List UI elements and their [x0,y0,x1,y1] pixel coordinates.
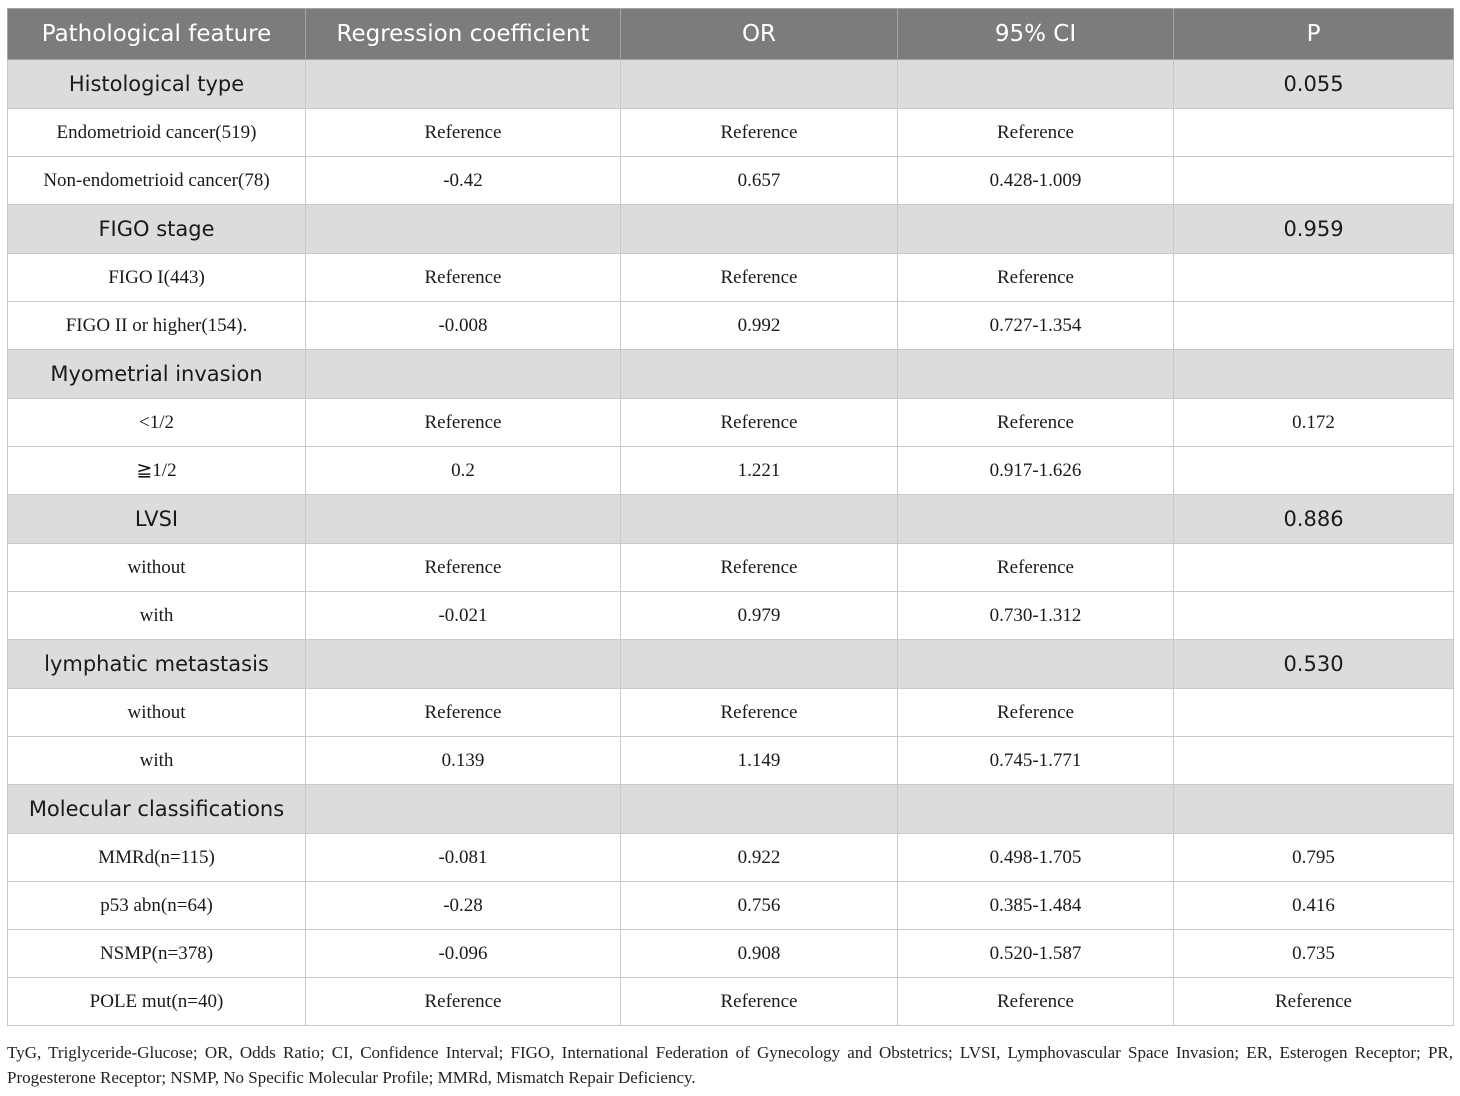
cell-feature: Endometrioid cancer(519) [8,109,306,157]
table-row [8,930,1454,978]
table-row [8,109,1454,157]
cell-p [1174,254,1454,302]
cell-coefficient [306,640,621,689]
cell-coefficient [306,60,621,109]
cell-coefficient: 0.139 [306,737,621,785]
cell-or [621,640,898,689]
group-header-row [8,495,1454,544]
cell-ci: 0.428-1.009 [898,157,1174,205]
header-p: P [1174,9,1454,60]
cell-ci [898,350,1174,399]
cell-p [1174,785,1454,834]
cell-coefficient [306,785,621,834]
cell-or: 0.908 [621,930,898,978]
cell-coefficient [306,495,621,544]
cell-or: Reference [621,399,898,447]
cell-or: 0.657 [621,157,898,205]
group-header-row [8,60,1454,109]
cell-feature: without [8,689,306,737]
cell-ci: 0.498-1.705 [898,834,1174,882]
table-row [8,882,1454,930]
cell-or [621,785,898,834]
cell-feature: lymphatic metastasis [8,640,306,689]
cell-feature: NSMP(n=378) [8,930,306,978]
cell-coefficient: -0.081 [306,834,621,882]
group-header-row [8,350,1454,399]
header-regression-coefficient: Regression coefficient [306,9,621,60]
cell-coefficient: -0.008 [306,302,621,350]
cell-ci [898,495,1174,544]
cell-ci: 0.385-1.484 [898,882,1174,930]
cell-or: Reference [621,254,898,302]
cell-ci [898,60,1174,109]
header-pathological-feature: Pathological feature [8,9,306,60]
cell-coefficient: Reference [306,109,621,157]
cell-or: 0.992 [621,302,898,350]
group-header-row [8,785,1454,834]
cell-ci: 0.745-1.771 [898,737,1174,785]
cell-coefficient: Reference [306,978,621,1026]
table-body [8,60,1454,1026]
cell-coefficient: Reference [306,544,621,592]
cell-feature: p53 abn(n=64) [8,882,306,930]
header-95-ci: 95% CI [898,9,1174,60]
cell-p [1174,689,1454,737]
table-row [8,447,1454,495]
cell-p [1174,592,1454,640]
cell-p: 0.172 [1174,399,1454,447]
cell-ci: Reference [898,254,1174,302]
cell-feature: FIGO I(443) [8,254,306,302]
cell-feature: without [8,544,306,592]
table-row [8,302,1454,350]
cell-feature: Non-endometrioid cancer(78) [8,157,306,205]
cell-feature: FIGO II or higher(154). [8,302,306,350]
cell-coefficient [306,205,621,254]
cell-feature: MMRd(n=115) [8,834,306,882]
cell-p: 0.959 [1174,205,1454,254]
cell-p [1174,447,1454,495]
cell-p [1174,737,1454,785]
cell-ci: Reference [898,109,1174,157]
cell-or [621,350,898,399]
cell-ci: 0.730-1.312 [898,592,1174,640]
cell-p [1174,109,1454,157]
table-row [8,834,1454,882]
group-header-row [8,205,1454,254]
cell-p [1174,544,1454,592]
cell-or: 1.149 [621,737,898,785]
cell-or [621,205,898,254]
cell-or: 0.979 [621,592,898,640]
cell-or: Reference [621,109,898,157]
cell-p: 0.055 [1174,60,1454,109]
cell-or: Reference [621,689,898,737]
cell-p: 0.735 [1174,930,1454,978]
table-row [8,592,1454,640]
cell-coefficient: -0.28 [306,882,621,930]
cell-coefficient: Reference [306,254,621,302]
cell-p: 0.795 [1174,834,1454,882]
cell-ci [898,785,1174,834]
cell-coefficient: -0.096 [306,930,621,978]
regression-table [7,8,1454,1026]
cell-or: Reference [621,544,898,592]
cell-feature: <1/2 [8,399,306,447]
cell-ci: 0.917-1.626 [898,447,1174,495]
cell-or: Reference [621,978,898,1026]
header-or: OR [621,9,898,60]
cell-p: Reference [1174,978,1454,1026]
cell-ci: Reference [898,689,1174,737]
table-container [7,8,1453,1026]
cell-ci: Reference [898,399,1174,447]
table-row [8,399,1454,447]
cell-coefficient: Reference [306,689,621,737]
table-row [8,737,1454,785]
cell-coefficient: -0.42 [306,157,621,205]
cell-feature: Molecular classifications [8,785,306,834]
cell-ci: 0.520-1.587 [898,930,1174,978]
cell-p [1174,350,1454,399]
cell-ci: Reference [898,978,1174,1026]
cell-feature: Myometrial invasion [8,350,306,399]
cell-ci [898,205,1174,254]
cell-p [1174,302,1454,350]
cell-feature: FIGO stage [8,205,306,254]
header-row [8,9,1454,60]
cell-feature: LVSI [8,495,306,544]
cell-feature: Histological type [8,60,306,109]
table-footnote: TyG, Triglyceride-Glucose; OR, Odds Ratio; CI, Confidence Interval; FIGO, International Federation of Gynecology and Obstetrics; LVSI, Lymphovascular Space Invasion; ER, Esterogen Receptor; PR, Progesterone Receptor; NSMP, No Specific Molecular Profile; MMRd, Mismatch Repair Deficiency. [7,1043,1453,1087]
cell-or [621,60,898,109]
cell-p: 0.886 [1174,495,1454,544]
cell-coefficient: 0.2 [306,447,621,495]
table-row [8,157,1454,205]
cell-p: 0.530 [1174,640,1454,689]
group-header-row [8,640,1454,689]
cell-feature: ≧1/2 [8,447,306,495]
cell-or: 0.922 [621,834,898,882]
cell-feature: with [8,592,306,640]
cell-ci [898,640,1174,689]
cell-p: 0.416 [1174,882,1454,930]
table-row [8,978,1454,1026]
table-row [8,544,1454,592]
cell-or: 0.756 [621,882,898,930]
cell-ci: 0.727-1.354 [898,302,1174,350]
cell-p [1174,157,1454,205]
cell-or [621,495,898,544]
table-row [8,689,1454,737]
cell-feature: with [8,737,306,785]
cell-ci: Reference [898,544,1174,592]
cell-coefficient: Reference [306,399,621,447]
cell-feature: POLE mut(n=40) [8,978,306,1026]
cell-or: 1.221 [621,447,898,495]
table-row [8,254,1454,302]
cell-coefficient [306,350,621,399]
cell-coefficient: -0.021 [306,592,621,640]
